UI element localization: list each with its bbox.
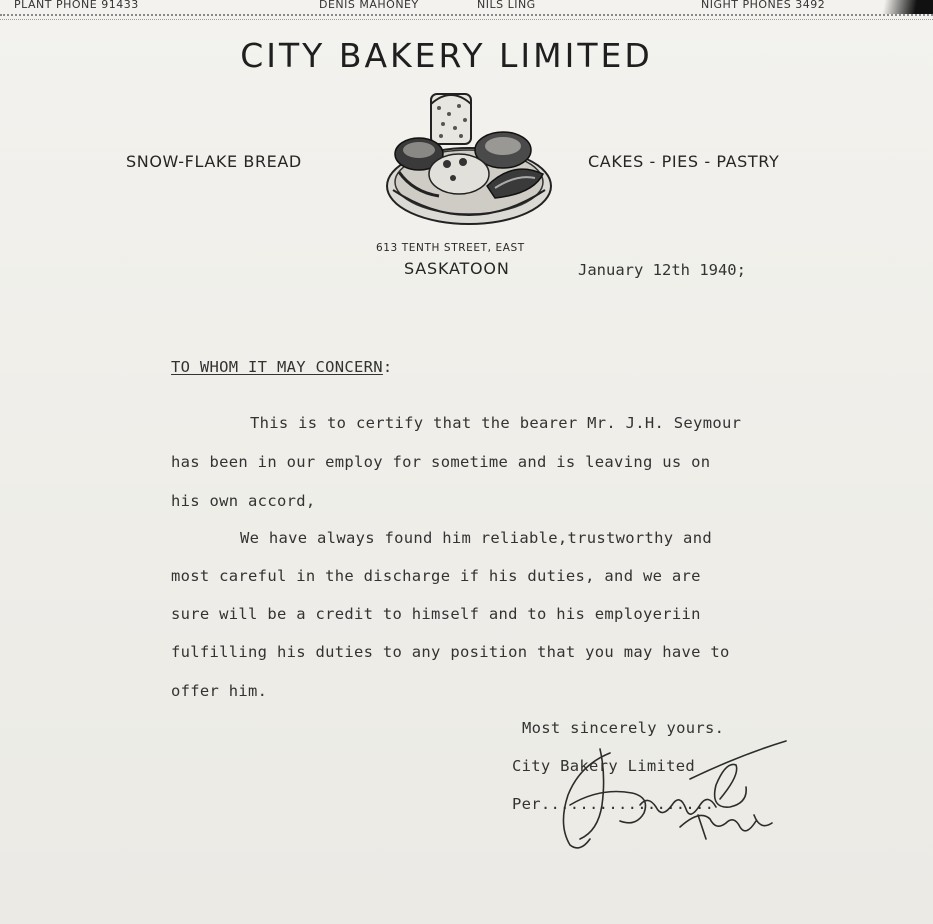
per-line: Per.................. xyxy=(512,795,715,813)
letter-date: January 12th 1940; xyxy=(578,261,746,279)
company-name: CITY BAKERY LIMITED xyxy=(240,36,653,75)
plant-phone: PLANT PHONE 91433 xyxy=(14,0,139,11)
left-tagline: SNOW-FLAKE BREAD xyxy=(126,152,302,171)
letterhead-topbar xyxy=(0,0,933,14)
proprietor-name: DENIS MAHONEY xyxy=(319,0,419,11)
body-line: We have always found him reliable,trustworthy and xyxy=(240,529,712,547)
city-name: SASKATOON xyxy=(404,259,510,278)
body-line: offer him. xyxy=(171,682,268,700)
proprietor-name: NILS LING xyxy=(477,0,536,11)
body-line: most careful in the discharge if his duties, and we are xyxy=(171,567,701,585)
body-line: sure will be a credit to himself and to his employeriin xyxy=(171,605,701,623)
salutation: TO WHOM IT MAY CONCERN: xyxy=(171,358,393,376)
street-address: 613 TENTH STREET, EAST xyxy=(376,242,525,254)
closing: Most sincerely yours. xyxy=(522,719,725,737)
company-signoff: City Bakery Limited xyxy=(512,757,696,775)
handwritten-signature-icon xyxy=(540,735,790,855)
right-tagline: CAKES - PIES - PASTRY xyxy=(588,152,780,171)
letterhead-divider xyxy=(0,14,933,20)
body-line: This is to certify that the bearer Mr. J.H. Seymour xyxy=(250,414,742,432)
night-phones: NIGHT PHONES 3492 xyxy=(701,0,826,11)
torn-corner xyxy=(863,0,933,14)
body-line: fulfilling his duties to any position that you may have to xyxy=(171,643,730,661)
body-line: has been in our employ for sometime and is leaving us on xyxy=(171,453,711,471)
body-line: his own accord, xyxy=(171,492,316,510)
bakery-goods-basket-icon xyxy=(383,90,555,230)
